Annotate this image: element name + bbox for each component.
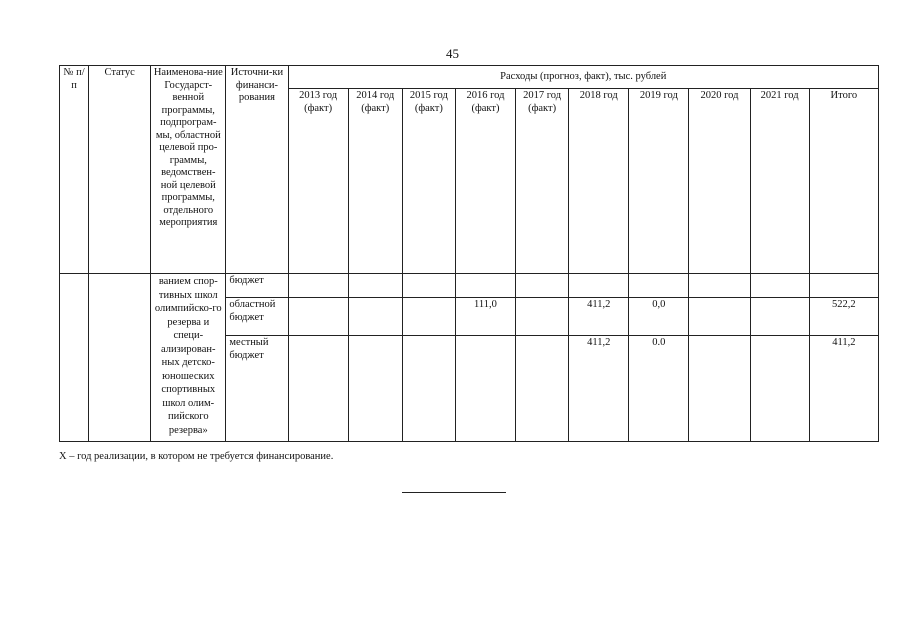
cell-value <box>455 274 515 298</box>
cell-value <box>348 336 402 442</box>
cell-value <box>288 298 348 336</box>
cell-total <box>809 274 878 298</box>
cell-total: 411,2 <box>809 336 878 442</box>
cell-value <box>516 336 569 442</box>
cell-value <box>750 336 809 442</box>
header-year: 2017 год (факт) <box>516 89 569 274</box>
header-year: 2015 год (факт) <box>402 89 455 274</box>
cell-value <box>288 336 348 442</box>
cell-source: бюджет <box>226 274 288 298</box>
cell-value: 411,2 <box>569 336 629 442</box>
header-year: 2019 год <box>629 89 689 274</box>
header-total: Итого <box>809 89 878 274</box>
cell-value <box>689 274 750 298</box>
page-number: 45 <box>446 46 459 61</box>
cell-value: 111,0 <box>455 298 515 336</box>
cell-value <box>750 274 809 298</box>
cell-status <box>89 274 151 442</box>
header-name: Наименова-ние Государст-венной программы, подпрограм-мы, областной целевой про-граммы, ведомствен-ной целевой программы, отдельного мероприятия <box>151 66 226 274</box>
cell-value: 0.0 <box>629 336 689 442</box>
cell-value <box>455 336 515 442</box>
header-year: 2014 год (факт) <box>348 89 402 274</box>
header-status: Статус <box>89 66 151 274</box>
cell-source: областной бюджет <box>226 298 288 336</box>
cell-value <box>402 298 455 336</box>
cell-value: 0,0 <box>629 298 689 336</box>
header-year: 2013 год (факт) <box>288 89 348 274</box>
cell-value <box>402 274 455 298</box>
header-year: 2016 год (факт) <box>455 89 515 274</box>
cell-value <box>516 274 569 298</box>
cell-value <box>288 274 348 298</box>
divider-line <box>402 492 506 493</box>
cell-value <box>402 336 455 442</box>
header-year: 2021 год <box>750 89 809 274</box>
footnote: Х – год реализации, в котором не требуется финансирование. <box>59 451 334 462</box>
header-year: 2020 год <box>689 89 750 274</box>
cell-value <box>569 274 629 298</box>
cell-total: 522,2 <box>809 298 878 336</box>
header-expenses: Расходы (прогноз, факт), тыс. рублей <box>288 66 878 89</box>
header-num: № п/п <box>60 66 89 274</box>
cell-value <box>516 298 569 336</box>
cell-name-continuation: ванием спор-тивных школ олимпийско-го резерва и специ-ализирован-ных детско-юношеских спортивных школ олим-пийского резерва» <box>151 274 226 442</box>
cell-value <box>629 274 689 298</box>
cell-value <box>348 274 402 298</box>
cell-value <box>689 298 750 336</box>
header-year: 2018 год <box>569 89 629 274</box>
expenses-table <box>59 65 879 442</box>
cell-value <box>348 298 402 336</box>
cell-value <box>689 336 750 442</box>
cell-value: 411,2 <box>569 298 629 336</box>
cell-num <box>60 274 89 442</box>
header-source: Источни-ки финанси-рования <box>226 66 288 274</box>
table-row <box>60 274 879 298</box>
cell-value <box>750 298 809 336</box>
cell-source: местный бюджет <box>226 336 288 442</box>
